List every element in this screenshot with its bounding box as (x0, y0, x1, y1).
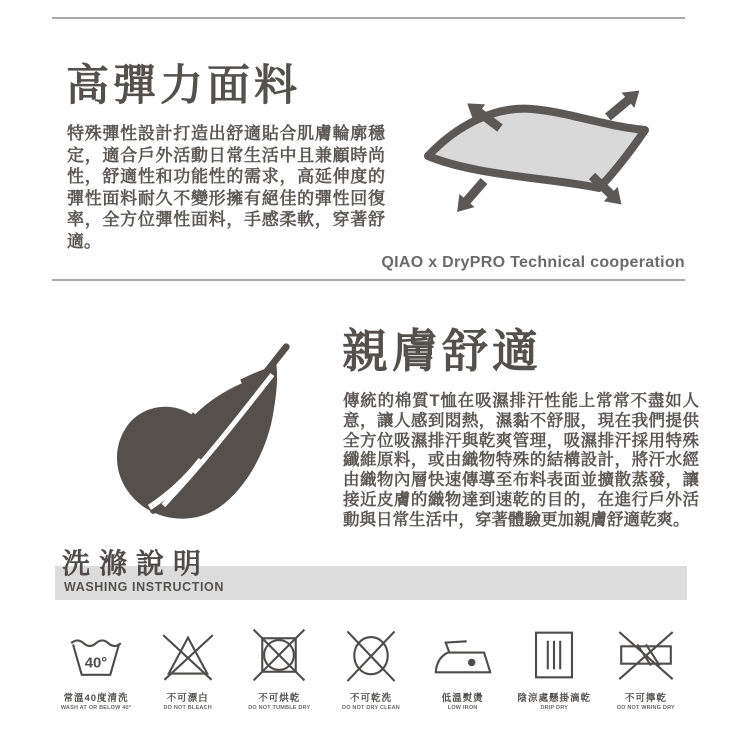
washing-label-zh: 常溫40度清洗 (63, 693, 129, 704)
no-tumble-dry-icon (241, 624, 317, 686)
stretch-arrow-bottom-left (450, 174, 492, 218)
washing-label-en: LOW IRON (447, 705, 478, 711)
washing-label-en: DO NOT DRY CLEAN (342, 705, 400, 711)
section2-paragraph: 傳統的棉質T恤在吸濕排汗性能上常常不盡如人意，讓人感到悶熱，濕黏不舒服，現在我們提供全方位吸濕排汗與乾爽管理，吸濕排汗採用特殊纖維原料，或由織物特殊的結構設計，將汗水經由織物內層快速傳導至布料表面並擴散蒸發，讓接近皮膚的織物達到速乾的目的，在進行戶外活動與日常生活中，穿著體驗更加親膚舒適乾爽。 (343, 392, 699, 529)
washing-item-no-dry-clean (327, 624, 415, 711)
stretch-arrow-top-right (602, 83, 646, 125)
washing-label-en: WASH AT OR BELOW 40° (60, 705, 132, 711)
section1-title: 高彈力面料 (66, 62, 301, 110)
stretch-fabric-icon (412, 76, 674, 226)
washing-label-zh: 不可乾洗 (349, 693, 392, 704)
wash-temperature-value: 40° (84, 655, 108, 672)
no-wring-icon (608, 624, 684, 686)
washing-item-wash-40 (52, 624, 140, 711)
drip-dry-icon (516, 624, 592, 686)
washing-label-zh: 陰涼處懸掛滴乾 (517, 693, 592, 704)
washing-item-no-tumble-dry (235, 624, 323, 711)
washing-label-en: DO NOT BLEACH (163, 705, 212, 711)
washing-label-zh: 不可烘乾 (258, 693, 301, 704)
top-divider (52, 17, 685, 19)
low-iron-icon (425, 624, 501, 686)
section1-paragraph: 特殊彈性設計打造出舒適貼合肌膚輪廓穩定，適合戶外活動日常生活中且兼顧時尚性，舒適性和功能性的需求，高延伸度的彈性面料耐久不變形擁有絕佳的彈性回復率，全方位彈性面料，手感柔軟，穿著舒適。 (67, 124, 385, 251)
washing-item-no-bleach (144, 624, 232, 711)
washing-subtitle: WASHING INSTRUCTION (64, 580, 225, 594)
washing-label-zh: 不可漂白 (166, 693, 209, 704)
washing-label-en: DRIP DRY (540, 705, 569, 711)
feather-icon (92, 336, 310, 544)
washing-label-zh: 不可擰乾 (624, 693, 667, 704)
washing-icons-row (52, 624, 690, 711)
washing-item-drip-dry (510, 624, 598, 711)
wash-40-icon (58, 624, 134, 686)
washing-title: 洗滌說明 (62, 548, 211, 579)
washing-label-zh: 低溫熨燙 (441, 693, 484, 704)
washing-item-no-wring (602, 624, 690, 711)
middle-divider (52, 279, 685, 281)
washing-label-en: DO NOT TUMBLE DRY (248, 705, 311, 711)
no-dry-clean-icon (333, 624, 409, 686)
no-bleach-icon (150, 624, 226, 686)
washing-item-low-iron (419, 624, 507, 711)
technical-cooperation-text: QIAO x DryPRO Technical cooperation (381, 254, 685, 271)
section2-title: 親膚舒適 (342, 325, 542, 377)
washing-label-en: DO NOT WRING DRY (616, 705, 675, 711)
